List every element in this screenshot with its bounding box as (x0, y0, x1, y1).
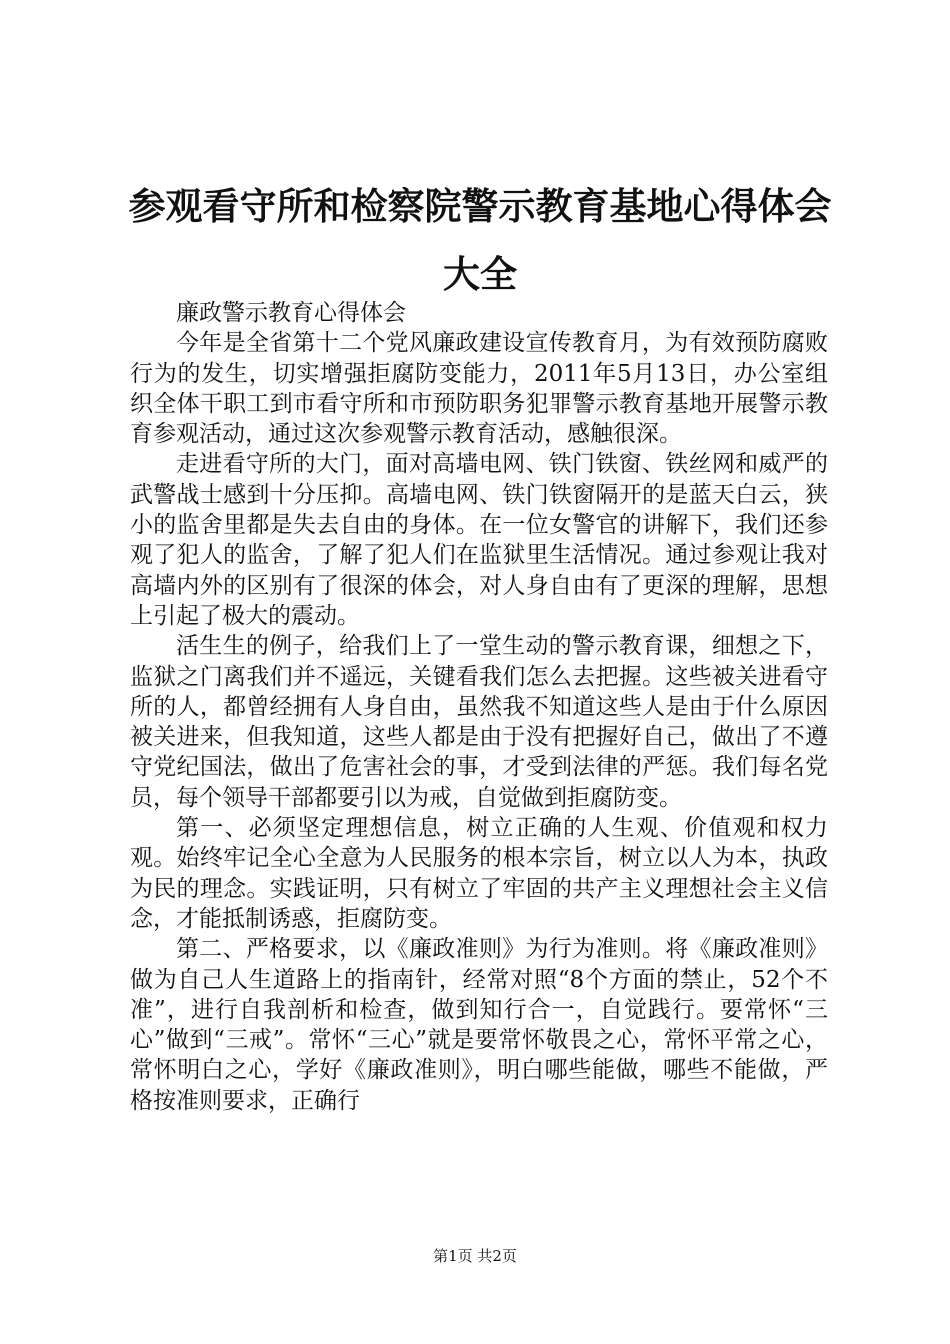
document-title: 参观看守所和检察院警示教育基地心得体会大全 (128, 184, 832, 296)
page-footer: 第1页 共2页 (433, 1247, 517, 1265)
document-body (130, 298, 828, 1116)
paragraph: 第一、必须坚定理想信息，树立正确的人生观、价值观和权力观。始终牢记全心全意为人民服务的根本宗旨，树立以人为本，执政为民的理念。实践证明，只有树立了牢固的共产主义理想社会主义信念，才能抵制诱惑，拒腐防变。 (130, 815, 828, 932)
paragraph-subtitle: 廉政警示教育心得体会 (176, 300, 406, 326)
paragraph: 走进看守所的大门，面对高墙电网、铁门铁窗、铁丝网和威严的武警战士感到十分压抑。高墙电网、铁门铁窗隔开的是蓝天白云，狭小的监舍里都是失去自由的身体。在一位女警官的讲解下，我们还参观了犯人的监舍，了解了犯人们在监狱里生活情况。通过参观让我对高墙内外的区别有了很深的体会，对人身自由有了更深的理解，思想上引起了极大的震动。 (130, 451, 828, 629)
paragraph: 活生生的例子，给我们上了一堂生动的警示教育课，细想之下，监狱之门离我们并不遥远，关键看我们怎么去把握。这些被关进看守所的人，都曾经拥有人身自由，虽然我不知道这些人是由于什么原因被关进来，但我知道，这些人都是由于没有把握好自己，做出了不遵守党纪国法，做出了危害社会的事，才受到法律的严惩。我们每名党员，每个领导干部都要引以为戒，自觉做到拒腐防变。 (130, 633, 828, 811)
paragraph: 第二、严格要求，以《廉政准则》为行为准则。将《廉政准则》做为自己人生道路上的指南针，经常对照“8个方面的禁止，52个不准”，进行自我剖析和检查，做到知行合一，自觉践行。要常怀“三心”做到“三戒”。常怀“三心”就是要常怀敬畏之心，常怀平常之心，常怀明白之心，学好《廉政准则》，明白哪些能做，哪些不能做，严格按准则要求，正确行 (130, 936, 828, 1114)
paragraph: 今年是全省第十二个党风廉政建设宣传教育月，为有效预防腐败行为的发生，切实增强拒腐防变能力，2011年5月13日，办公室组织全体干职工到市看守所和市预防职务犯罪警示教育基地开展警示教育参观活动，通过这次参观警示教育活动，感触很深。 (130, 330, 828, 448)
